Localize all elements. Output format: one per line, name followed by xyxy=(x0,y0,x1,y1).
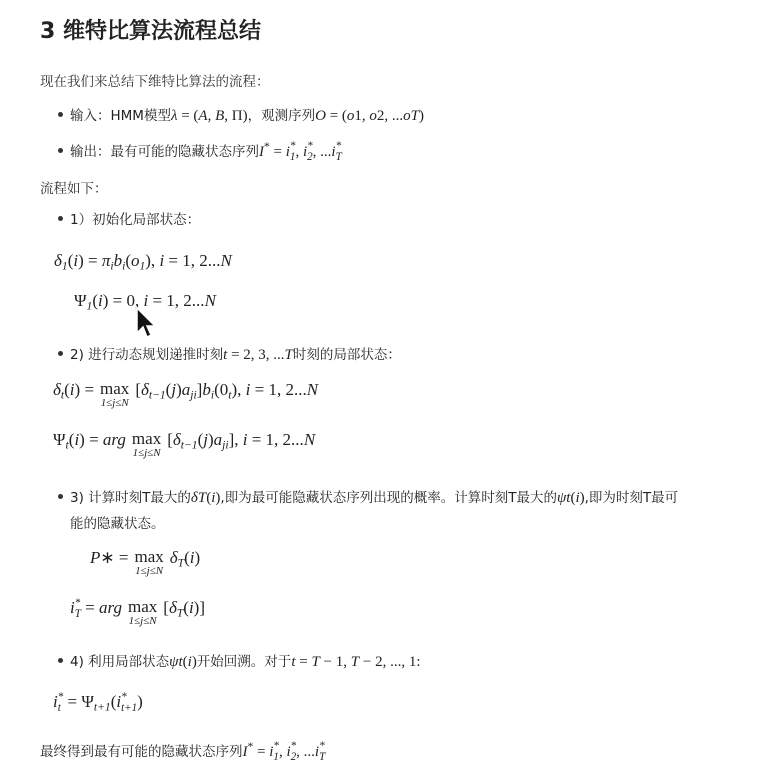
operator-limit: 1≤j≤N xyxy=(100,397,129,409)
math-symbol: i xyxy=(189,548,195,567)
math-symbol: N xyxy=(220,251,232,270)
subscript: 2 xyxy=(290,750,297,763)
math-symbol: i xyxy=(69,380,75,399)
math-symbol: ) xyxy=(207,430,214,449)
math-symbol: δ xyxy=(172,430,181,449)
subscript: 1 xyxy=(61,259,68,273)
math-symbol: 2, ... xyxy=(376,108,404,124)
math-symbol: i xyxy=(53,692,58,711)
flow-label: 流程如下： xyxy=(40,181,108,197)
math-symbol: i xyxy=(286,744,291,760)
step1-label xyxy=(70,208,200,229)
math-symbol: = 1, 2... xyxy=(247,430,304,449)
intro-text: 现在我们来总结下维特比算法的流程： xyxy=(40,74,270,90)
math-symbol: ( xyxy=(68,430,75,449)
math-symbol: ψt xyxy=(556,490,571,506)
math-symbol: b xyxy=(202,380,211,399)
math-symbol: o xyxy=(346,108,355,124)
math-symbol: δ xyxy=(54,251,62,270)
math-symbol: ) xyxy=(137,692,143,711)
math-symbol: ( xyxy=(110,692,117,711)
subscript: t+1 xyxy=(121,701,138,714)
superscript: * xyxy=(273,740,279,753)
math-symbol: ( xyxy=(570,490,576,506)
bullet xyxy=(58,112,63,117)
subscript: t xyxy=(65,438,69,452)
math-symbol: , ... xyxy=(296,744,315,760)
page-title: 3 维特比算法流程总结 xyxy=(40,19,261,44)
math-symbol: i xyxy=(143,291,149,310)
math-symbol: π xyxy=(101,251,111,270)
math-symbol: , xyxy=(278,744,287,760)
math-symbol: ( xyxy=(184,548,190,567)
superscript: * xyxy=(247,740,254,754)
operator-name: max xyxy=(131,429,162,448)
subscript: 1 xyxy=(273,750,279,763)
subscript: 1 xyxy=(289,150,296,163)
math-symbol: i xyxy=(98,291,103,310)
math-symbol: δ xyxy=(168,598,177,617)
max-operator xyxy=(134,548,163,577)
math-symbol: ( xyxy=(206,490,212,506)
bullet xyxy=(58,494,63,499)
operator-name: max xyxy=(100,379,130,398)
math-symbol: ) xyxy=(191,654,197,670)
math-symbol: ( xyxy=(125,251,131,270)
math-symbol: ), xyxy=(231,380,246,399)
math-symbol: ( xyxy=(67,251,74,270)
math-symbol: ) xyxy=(579,490,585,506)
input-item xyxy=(70,104,424,125)
math-symbol: i xyxy=(314,744,320,760)
math-symbol: δ xyxy=(53,380,61,399)
math-symbol: ( xyxy=(183,598,189,617)
math-symbol: T xyxy=(311,654,320,670)
text: ，观测序列 xyxy=(247,108,316,124)
math-symbol: i xyxy=(187,654,192,670)
math-symbol: Ψ xyxy=(53,430,66,449)
math-symbol: = 1, 2... xyxy=(164,251,221,270)
subscript: T xyxy=(74,607,81,620)
superscript: * xyxy=(289,140,296,153)
math-symbol: i xyxy=(575,490,580,506)
superscript: * xyxy=(335,140,342,153)
math-symbol: ( xyxy=(197,430,204,449)
math-symbol: i xyxy=(159,251,165,270)
sup-sub-script xyxy=(319,741,325,762)
math-symbol: ) = 0, xyxy=(102,291,144,310)
math-symbol: ∗ = xyxy=(100,548,129,567)
sup-sub-script xyxy=(121,692,137,713)
math-symbol: i xyxy=(331,144,336,160)
math-symbol: i xyxy=(70,598,75,617)
math-symbol: oT xyxy=(403,108,419,124)
math-symbol: ( xyxy=(165,380,172,399)
math-symbol: , Π) xyxy=(224,108,248,124)
superscript: * xyxy=(121,691,127,704)
step3-i-formula xyxy=(70,598,205,627)
operator-name: max xyxy=(127,597,158,616)
bullet xyxy=(58,351,63,356)
math-symbol: ), xyxy=(145,251,160,270)
math-symbol: N xyxy=(306,380,319,399)
subscript: i xyxy=(122,259,126,273)
subscript: t xyxy=(60,388,65,402)
math-symbol: − 2, ..., 1: xyxy=(359,654,421,670)
subscript: T xyxy=(177,556,185,570)
math-symbol: = ( xyxy=(325,108,347,124)
bullet xyxy=(58,216,63,221)
text: ,即为时刻T最可 xyxy=(584,490,679,506)
subscript: T xyxy=(319,750,326,763)
math-symbol: P xyxy=(90,548,101,567)
math-symbol: B xyxy=(215,108,225,124)
subscript: i xyxy=(110,259,114,273)
subscript: t xyxy=(57,701,61,714)
step2-psi-formula xyxy=(53,430,315,459)
math-symbol: j xyxy=(171,380,177,399)
math-symbol: a xyxy=(181,380,191,399)
text: 1）初始化局部状态： xyxy=(70,212,201,228)
final-text xyxy=(40,740,325,762)
bullet xyxy=(58,148,63,153)
math-symbol: [ xyxy=(135,380,141,399)
math-symbol: )] xyxy=(193,598,205,617)
math-symbol: arg xyxy=(102,430,126,449)
math-symbol: = 2, 3, ... xyxy=(227,347,285,363)
math-symbol: N xyxy=(303,430,316,449)
math-symbol: i xyxy=(245,380,251,399)
superscript: * xyxy=(319,740,325,753)
math-symbol: ) xyxy=(215,490,221,506)
superscript: * xyxy=(74,597,81,610)
math-symbol: T xyxy=(284,347,293,363)
math-symbol: t xyxy=(291,654,296,670)
text: 4) 利用局部状态 xyxy=(70,654,170,670)
superscript: * xyxy=(264,140,270,154)
operator-limit: 1≤j≤N xyxy=(135,565,164,577)
math-symbol: = Ψ xyxy=(63,692,94,711)
math-symbol: i xyxy=(285,144,290,160)
math-symbol: ) xyxy=(419,108,424,124)
max-operator xyxy=(100,380,129,409)
step3-p-formula xyxy=(90,548,200,577)
step2-delta-formula xyxy=(53,380,318,409)
math-symbol: ) = xyxy=(78,251,102,270)
math-symbol: i xyxy=(211,490,216,506)
math-symbol: ) xyxy=(194,548,201,567)
math-symbol: , ... xyxy=(312,144,332,160)
step4-label xyxy=(70,650,421,671)
math-symbol: i xyxy=(302,144,308,160)
math-symbol: I xyxy=(259,144,264,160)
bullet xyxy=(58,658,63,663)
math-symbol: ) xyxy=(176,380,182,399)
math-symbol: [ xyxy=(167,430,173,449)
math-symbol: ], xyxy=(228,430,243,449)
math-symbol: i xyxy=(188,598,194,617)
text: ,即为最可能隐藏状态序列出现的概率。计算时刻T最大的 xyxy=(220,490,557,506)
math-symbol: = xyxy=(253,744,270,760)
math-symbol: (0 xyxy=(214,380,229,399)
text: 2) 进行动态规划递推时刻 xyxy=(70,347,224,363)
math-symbol: o xyxy=(369,108,377,124)
step4-formula xyxy=(53,692,143,713)
subscript: i xyxy=(210,388,215,402)
text: 3) 计算时刻T最大的 xyxy=(70,490,191,506)
math-symbol: ( xyxy=(92,291,98,310)
text: 能的隐藏状态。 xyxy=(70,516,165,532)
math-symbol: ψt xyxy=(169,654,183,670)
superscript: * xyxy=(57,691,64,704)
math-symbol: b xyxy=(113,251,123,270)
text: 时刻的局部状态： xyxy=(292,347,401,363)
text: 输入：HMM模型 xyxy=(70,108,171,124)
math-symbol: 1, xyxy=(354,108,370,124)
subscript: ji xyxy=(190,388,197,402)
superscript: * xyxy=(290,740,297,753)
operator-limit: 1≤j≤N xyxy=(132,447,161,459)
math-symbol: a xyxy=(213,430,223,449)
math-symbol: A xyxy=(198,108,208,124)
math-symbol: = xyxy=(80,598,99,617)
step2-label xyxy=(70,343,401,364)
math-symbol: I xyxy=(242,744,248,760)
subscript: t xyxy=(228,388,232,402)
math-symbol: i xyxy=(73,251,79,270)
math-symbol: N xyxy=(204,291,216,310)
math-symbol: = 1, 2... xyxy=(250,380,307,399)
math-symbol: arg xyxy=(98,598,122,617)
math-symbol: ) = xyxy=(79,430,103,449)
output-item xyxy=(70,140,342,162)
subscript: T xyxy=(335,150,342,163)
math-symbol: = xyxy=(269,144,286,160)
math-symbol: = 1, 2... xyxy=(148,291,205,310)
math-symbol: = xyxy=(295,654,312,670)
step1-delta-formula xyxy=(54,251,232,271)
math-symbol: δ xyxy=(140,380,149,399)
math-symbol: = ( xyxy=(177,108,199,124)
math-symbol: λ xyxy=(170,108,178,124)
subscript: 2 xyxy=(307,150,313,163)
math-symbol: ( xyxy=(182,654,188,670)
subscript: t+1 xyxy=(93,700,111,714)
max-operator xyxy=(128,598,157,627)
math-symbol: i xyxy=(242,430,248,449)
math-symbol: i xyxy=(74,430,80,449)
max-operator xyxy=(132,430,161,459)
sup-sub-script xyxy=(336,141,342,162)
math-symbol: o xyxy=(130,251,140,270)
math-symbol: i xyxy=(116,692,122,711)
math-symbol: T xyxy=(350,654,360,670)
math-symbol: δT xyxy=(190,490,207,506)
math-symbol: i xyxy=(269,744,274,760)
math-symbol: O xyxy=(315,108,326,124)
math-symbol: − 1, xyxy=(319,654,351,670)
math-symbol: ( xyxy=(64,380,70,399)
math-symbol: δ xyxy=(169,548,178,567)
superscript: * xyxy=(307,140,313,153)
subscript: 1 xyxy=(139,259,146,273)
math-symbol: , xyxy=(207,108,216,124)
text: 开始回溯。对于 xyxy=(196,654,292,670)
step3-line2 xyxy=(70,512,165,533)
subscript: ji xyxy=(222,438,229,452)
text: 输出：最有可能的隐藏状态序列 xyxy=(70,144,259,160)
step3-line1 xyxy=(70,486,678,507)
subscript: 1 xyxy=(86,299,93,313)
math-symbol: Ψ xyxy=(74,291,87,310)
math-symbol: ] xyxy=(196,380,203,399)
math-symbol: t xyxy=(223,347,228,363)
subscript: T xyxy=(176,606,184,620)
subscript: t−1 xyxy=(180,438,198,452)
mouse-cursor-icon xyxy=(135,306,157,340)
math-symbol: [ xyxy=(163,598,169,617)
operator-limit: 1≤j≤N xyxy=(128,615,157,627)
math-symbol: ) = xyxy=(74,380,95,399)
operator-name: max xyxy=(134,547,164,566)
math-symbol: j xyxy=(203,430,208,449)
subscript: t−1 xyxy=(148,388,166,402)
math-symbol: , xyxy=(295,144,303,160)
text: 最终得到最有可能的隐藏状态序列 xyxy=(40,744,243,760)
